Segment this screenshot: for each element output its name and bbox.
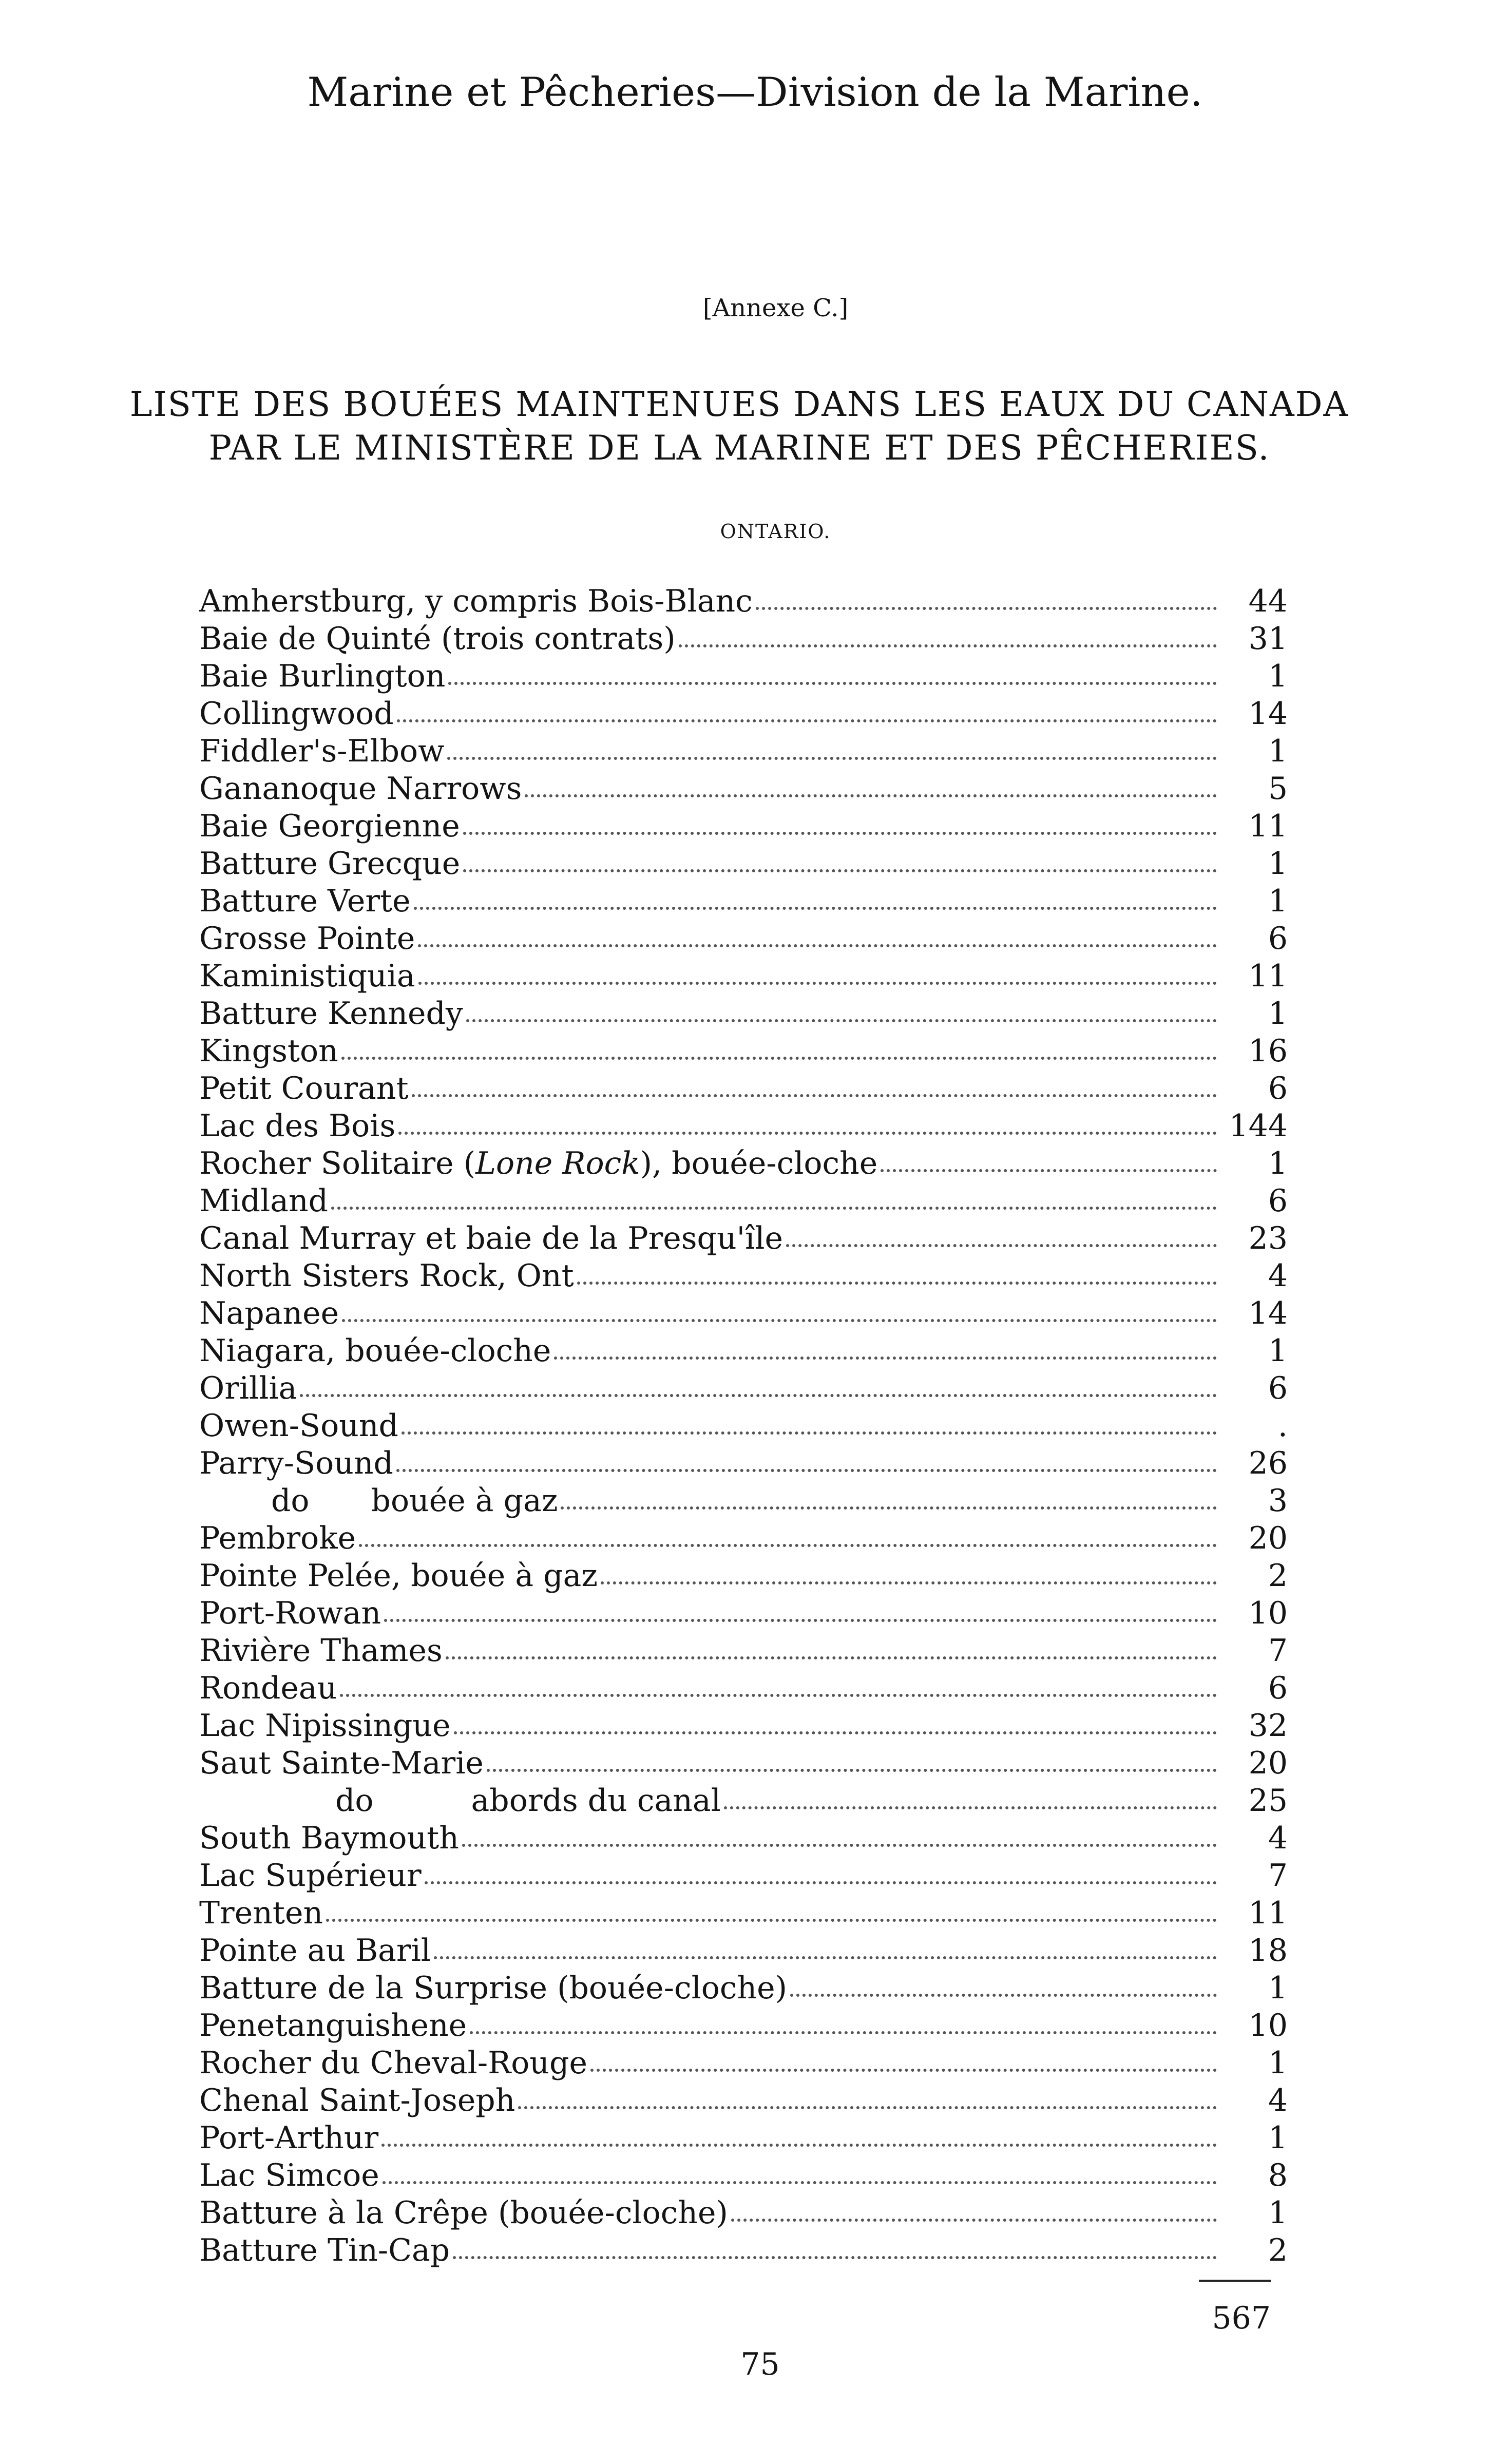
list-item <box>199 2119 1288 2157</box>
list-item <box>199 1107 1288 1145</box>
entry-name: Baie de Quinté (trois contrats) <box>199 621 676 657</box>
entry-value: 1 <box>1268 1970 1288 2006</box>
list-item <box>199 1257 1288 1295</box>
leader-dots <box>577 1282 1217 1285</box>
entry-value: 18 <box>1248 1933 1288 1969</box>
leader-dots <box>463 832 1217 835</box>
list-item <box>199 1295 1288 1332</box>
leader-dots <box>448 682 1217 685</box>
leader-dots <box>402 1431 1217 1435</box>
entry-name: Lac des Bois <box>199 1108 396 1144</box>
entry-name: Collingwood <box>199 696 394 732</box>
leader-dots <box>554 1357 1217 1360</box>
list-item <box>199 1932 1288 1970</box>
entry-value: 23 <box>1248 1220 1288 1256</box>
leader-dots <box>470 2031 1217 2034</box>
entry-name: Owen-Sound <box>199 1408 398 1444</box>
entry-value: 4 <box>1268 1820 1288 1856</box>
leader-dots <box>331 1207 1217 1210</box>
entry-name: Batture Kennedy <box>199 996 463 1032</box>
document-title <box>51 383 1427 470</box>
list-item <box>199 883 1288 920</box>
list-item <box>199 1857 1288 1895</box>
entry-text: abords du canal <box>471 1783 721 1819</box>
list-item <box>199 620 1288 658</box>
entry-value: 4 <box>1268 2083 1288 2118</box>
title-line-2: PAR LE MINISTÈRE DE LA MARINE ET DES PÊCHERIES. <box>208 428 1270 468</box>
list-item <box>199 1182 1288 1220</box>
list-item <box>199 1445 1288 1482</box>
leader-dots <box>590 2069 1217 2072</box>
entry-value: 7 <box>1268 1633 1288 1669</box>
entry-name: Batture Grecque <box>199 846 461 882</box>
entry-name: South Baymouth <box>199 1820 459 1856</box>
list-item <box>199 1595 1288 1632</box>
entry-value: . <box>1277 1408 1288 1444</box>
leader-dots <box>790 1994 1217 1997</box>
entry-name: Napanee <box>199 1295 339 1331</box>
leader-dots <box>453 2256 1217 2259</box>
entry-name: Orillia <box>199 1370 297 1406</box>
list-item <box>199 1370 1288 1407</box>
entry-name: Rivière Thames <box>199 1633 443 1669</box>
entry-value: 11 <box>1248 1895 1288 1931</box>
entry-name: Grosse Pointe <box>199 921 415 957</box>
list-item <box>199 733 1288 770</box>
entry-name: Chenal Saint-Joseph <box>199 2083 515 2118</box>
entry-name: Lac Supérieur <box>199 1858 422 1894</box>
entry-value: 10 <box>1248 2008 1288 2043</box>
list-item <box>199 1670 1288 1707</box>
list-item <box>199 583 1288 620</box>
leader-dots <box>466 1019 1217 1022</box>
leader-dots <box>463 869 1217 872</box>
leader-dots <box>786 1244 1217 1247</box>
entry-value: 11 <box>1248 808 1288 844</box>
entry-name: Gananoque Narrows <box>199 771 522 807</box>
entry-value: 25 <box>1248 1783 1288 1819</box>
list-item <box>199 1970 1288 2007</box>
list-item <box>199 2157 1288 2194</box>
list-item <box>199 2232 1288 2269</box>
list-item <box>199 1782 1288 1820</box>
entry-value: 14 <box>1248 696 1288 732</box>
leader-dots <box>398 1132 1217 1135</box>
ditto-mark: do <box>271 1483 310 1519</box>
leader-dots <box>601 1581 1217 1584</box>
leader-dots <box>359 1544 1217 1547</box>
entry-value: 6 <box>1268 1071 1288 1106</box>
list-item <box>199 2082 1288 2119</box>
entry-value: 7 <box>1268 1858 1288 1894</box>
entry-name <box>199 1482 558 1520</box>
entry-value: 1 <box>1268 733 1288 769</box>
entry-name: Pembroke <box>199 1520 356 1556</box>
leader-dots <box>396 1469 1217 1472</box>
entry-value: 31 <box>1248 621 1288 657</box>
leader-dots <box>342 1319 1217 1322</box>
leader-dots <box>447 757 1217 760</box>
entry-value: 32 <box>1248 1708 1288 1744</box>
leader-dots <box>462 1844 1217 1847</box>
list-item <box>199 2045 1288 2082</box>
title-line-1: LISTE DES BOUÉES MAINTENUES DANS LES EAUX DU CANADA <box>129 385 1349 424</box>
entry-value: 8 <box>1268 2157 1288 2193</box>
entry-value: 2 <box>1268 1558 1288 1594</box>
leader-dots <box>525 794 1217 797</box>
entry-value: 16 <box>1248 1033 1288 1069</box>
entry-name <box>199 1145 877 1182</box>
entry-name: Batture Tin-Cap <box>199 2232 450 2268</box>
entry-name: Rocher du Cheval-Rouge <box>199 2045 587 2081</box>
entry-value: 1 <box>1268 2120 1288 2156</box>
entry-name: Batture Verte <box>199 883 411 919</box>
entry-name: Kingston <box>199 1033 338 1069</box>
entry-value: 20 <box>1248 1745 1288 1781</box>
list-item <box>199 1332 1288 1370</box>
entry-value: 3 <box>1268 1483 1288 1519</box>
leader-dots <box>418 944 1217 947</box>
list-item <box>199 2007 1288 2045</box>
entry-value: 11 <box>1248 958 1288 994</box>
entry-value: 1 <box>1268 658 1288 694</box>
entry-name: Port-Arthur <box>199 2120 379 2156</box>
entry-value: 4 <box>1268 1258 1288 1294</box>
entry-value: 20 <box>1248 1520 1288 1556</box>
list-item <box>199 958 1288 995</box>
leader-dots <box>397 719 1217 722</box>
list-item <box>199 1033 1288 1070</box>
leader-dots <box>561 1506 1217 1510</box>
list-item <box>199 1407 1288 1445</box>
entry-value: 1 <box>1268 2045 1288 2081</box>
leader-dots <box>446 1656 1217 1659</box>
entry-value: 26 <box>1248 1445 1288 1481</box>
leader-dots <box>418 982 1217 985</box>
list-item <box>199 1220 1288 1257</box>
entry-name: Lac Nipissingue <box>199 1708 451 1744</box>
leader-dots <box>341 1057 1217 1060</box>
entry-name: Midland <box>199 1183 329 1219</box>
list-item <box>199 995 1288 1033</box>
total-value: 567 <box>1212 2300 1271 2336</box>
leader-dots <box>454 1731 1217 1734</box>
leader-dots <box>434 1956 1217 1959</box>
leader-dots <box>414 907 1217 910</box>
entry-value: 1 <box>1268 1145 1288 1181</box>
leader-dots <box>425 1881 1217 1884</box>
entry-value: 2 <box>1268 2232 1288 2268</box>
entry-name: Canal Murray et baie de la Presqu'île <box>199 1220 783 1256</box>
entry-name: Lac Simcoe <box>199 2157 379 2193</box>
list-item <box>199 808 1288 845</box>
leader-dots <box>384 1619 1217 1622</box>
entry-value: 6 <box>1268 1370 1288 1406</box>
entry-value: 6 <box>1268 1183 1288 1219</box>
list-item <box>199 1707 1288 1745</box>
list-item <box>199 1520 1288 1557</box>
entry-name: Fiddler's-Elbow <box>199 733 445 769</box>
entry-value: 10 <box>1248 1595 1288 1631</box>
page-header: Marine et Pêcheries—Division de la Marine. <box>307 69 1203 116</box>
entry-name: Port-Rowan <box>199 1595 381 1631</box>
leader-dots <box>412 1094 1217 1097</box>
list-item <box>199 770 1288 808</box>
leader-dots <box>881 1169 1217 1172</box>
entry-italic-text: Lone Rock <box>475 1145 640 1181</box>
page-number: 75 <box>740 2346 780 2382</box>
list-item <box>199 1482 1288 1520</box>
entry-name: Batture à la Crêpe (bouée-cloche) <box>199 2195 728 2231</box>
entry-value: 44 <box>1248 583 1288 619</box>
entry-name: Rondeau <box>199 1670 337 1706</box>
leader-dots <box>381 2144 1217 2147</box>
list-item <box>199 1145 1288 1182</box>
leader-dots <box>724 1806 1217 1809</box>
annexe-label: [Annexe C.] <box>702 294 849 322</box>
list-item <box>199 1632 1288 1670</box>
entry-value: 14 <box>1248 1295 1288 1331</box>
list-item <box>199 845 1288 883</box>
entry-value: 1 <box>1268 883 1288 919</box>
list-item <box>199 1557 1288 1595</box>
entry-name: Baie Burlington <box>199 658 446 694</box>
entry-value: 1 <box>1268 996 1288 1032</box>
leader-dots <box>300 1394 1217 1397</box>
list-item <box>199 695 1288 733</box>
buoy-list <box>199 583 1288 2269</box>
leader-dots <box>518 2106 1217 2109</box>
entry-value: 5 <box>1268 771 1288 807</box>
entry-value: 1 <box>1268 2195 1288 2231</box>
list-item <box>199 1895 1288 1932</box>
leader-dots <box>326 1919 1217 1922</box>
entry-value: 1 <box>1268 1333 1288 1369</box>
leader-dots <box>340 1694 1217 1697</box>
entry-name: Parry-Sound <box>199 1445 393 1481</box>
entry-name: North Sisters Rock, Ont <box>199 1258 574 1294</box>
entry-text: Rocher Solitaire ( <box>199 1145 476 1181</box>
entry-value: 144 <box>1229 1108 1288 1144</box>
leader-dots <box>383 2181 1217 2184</box>
entry-name: Batture de la Surprise (bouée-cloche) <box>199 1970 788 2006</box>
leader-dots <box>679 644 1217 647</box>
list-item <box>199 920 1288 958</box>
entry-name: Amherstburg, y compris Bois-Blanc <box>199 583 753 619</box>
entry-name: Niagara, bouée-cloche <box>199 1333 551 1369</box>
entry-name <box>199 1782 721 1820</box>
entry-value: 6 <box>1268 921 1288 957</box>
leader-dots <box>487 1769 1217 1772</box>
list-item <box>199 1820 1288 1857</box>
entry-name: Petit Courant <box>199 1071 409 1106</box>
leader-dots <box>756 607 1217 610</box>
entry-text: ), bouée-cloche <box>640 1145 878 1181</box>
entry-value: 1 <box>1268 846 1288 882</box>
entry-name: Pointe au Baril <box>199 1933 431 1969</box>
list-item <box>199 658 1288 695</box>
entry-name: Saut Sainte-Marie <box>199 1745 484 1781</box>
list-item <box>199 1745 1288 1782</box>
list-item <box>199 1070 1288 1107</box>
total-rule <box>1199 2280 1271 2282</box>
ditto-mark: do <box>335 1783 374 1819</box>
entry-text: bouée à gaz <box>371 1483 558 1519</box>
leader-dots <box>731 2219 1217 2222</box>
entry-name: Penetanguishene <box>199 2008 467 2043</box>
entry-name: Trenten <box>199 1895 323 1931</box>
section-heading: ONTARIO. <box>720 520 831 543</box>
entry-name: Pointe Pelée, bouée à gaz <box>199 1558 598 1594</box>
entry-name: Kaministiquia <box>199 958 415 994</box>
list-item <box>199 2194 1288 2232</box>
entry-name: Baie Georgienne <box>199 808 460 844</box>
entry-value: 6 <box>1268 1670 1288 1706</box>
